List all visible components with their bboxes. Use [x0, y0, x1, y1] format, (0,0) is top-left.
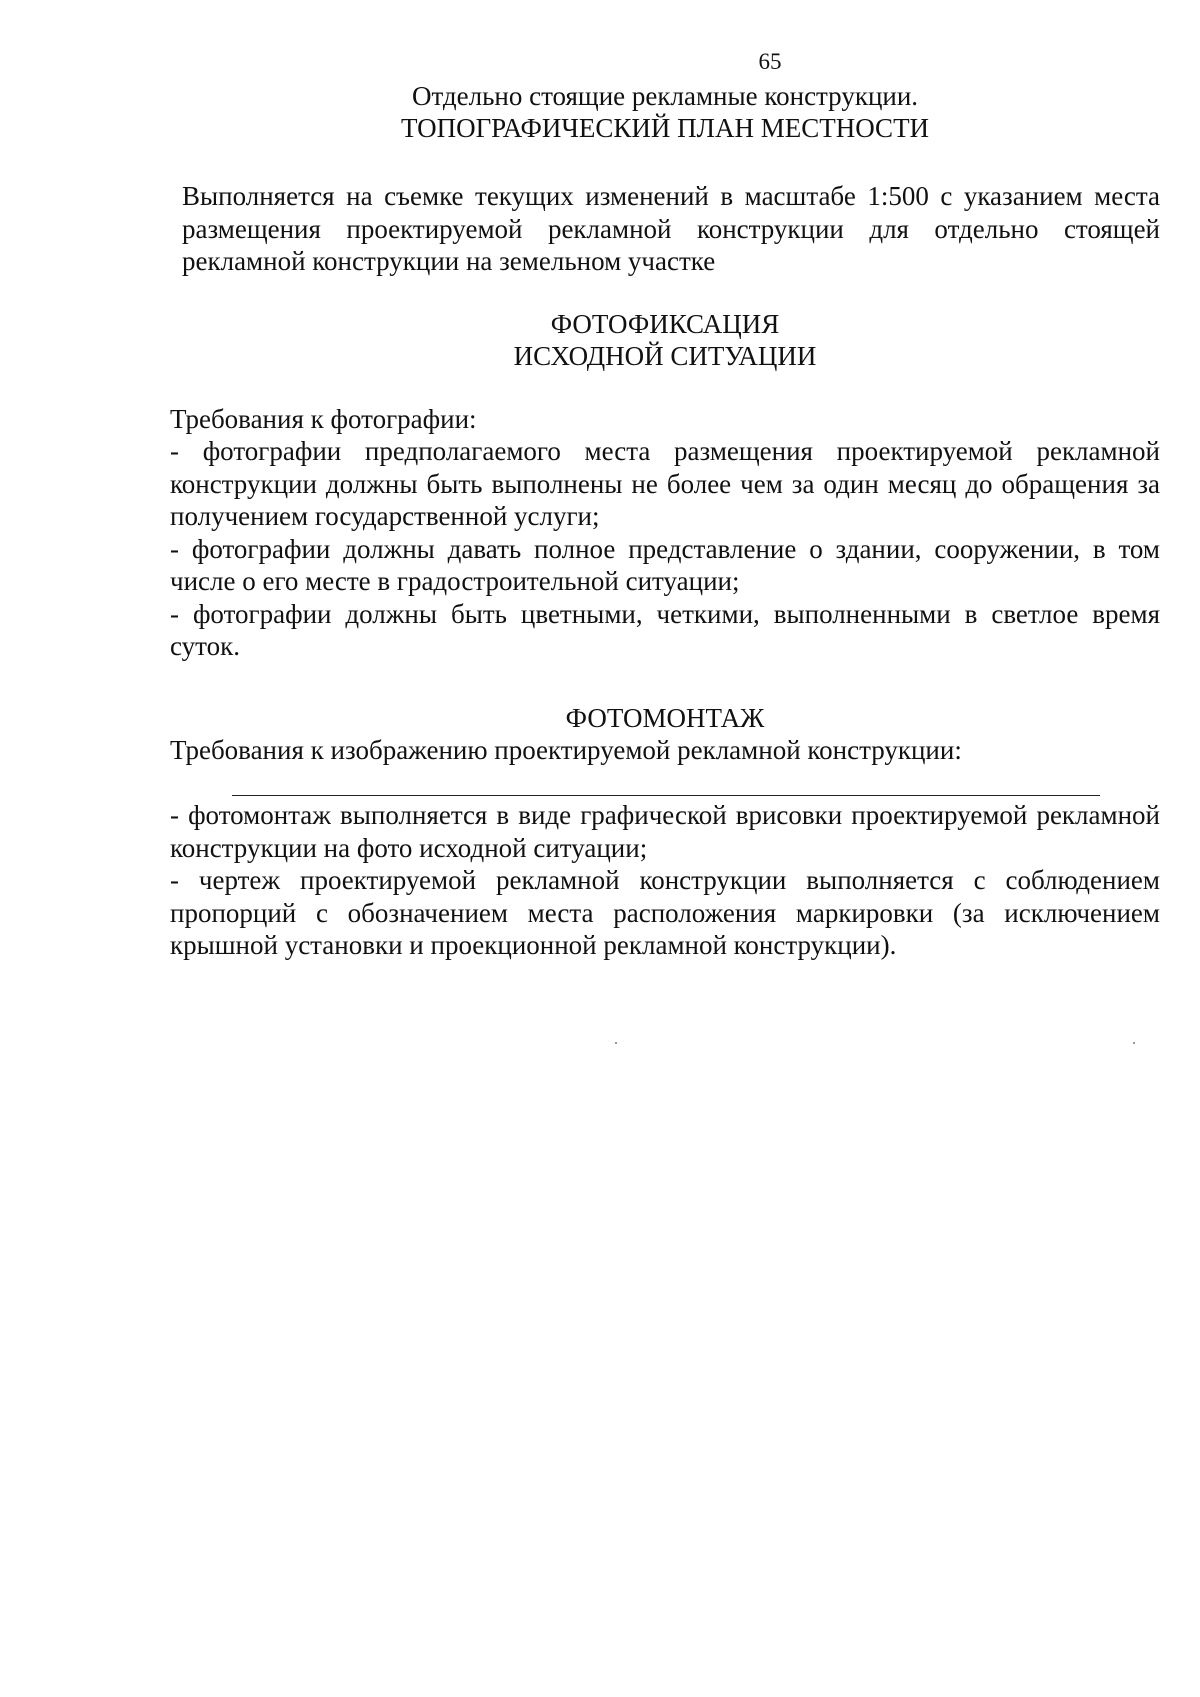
photo-requirements-intro: Требования к фотографии: — [170, 404, 477, 434]
topographic-plan-text — [182, 180, 1160, 278]
photomontage-block — [170, 702, 1160, 766]
photo-fixation-requirements — [170, 403, 1160, 663]
header-block — [170, 80, 1160, 144]
list-item: - фотомонтаж выполняется в виде графической врисовки проектируемой рекламной конструкции на фото исходной ситуации; — [170, 800, 1160, 863]
section-heading-photomontage: ФОТОМОНТАЖ — [565, 703, 765, 733]
page-number: 65 — [758, 49, 782, 74]
list-item: - фотографии должны давать полное представление о здании, сооружении, в том числе о его месте в градостроительной ситуации; — [170, 533, 1160, 596]
horizontal-rule — [232, 795, 1100, 796]
scan-speck — [1133, 1042, 1135, 1044]
section-heading-topographic-plan: ТОПОГРАФИЧЕСКИЙ ПЛАН МЕСТНОСТИ — [400, 113, 930, 143]
photo-fixation-heading — [170, 308, 1160, 372]
section-heading-photo-fixation-line1: ФОТОФИКСАЦИЯ — [550, 309, 780, 339]
topographic-plan-paragraph: Выполняется на съемке текущих изменений в масштабе 1:500 с указанием места размещения проектируемой рекламной конструкции для отдельно стоящей рекламной конструкции на земельном участке — [182, 181, 1160, 276]
photomontage-requirements — [170, 799, 1160, 962]
list-item: - фотографии предполагаемого места размещения проектируемой рекламной конструкции должны быть выполнены не более чем за один месяц до обращения за получением государственной услуги; — [170, 436, 1160, 531]
scan-speck — [615, 1042, 617, 1044]
list-item: - фотографии должны быть цветными, четкими, выполненными в светлое время суток. — [170, 598, 1160, 661]
list-item: - чертеж проектируемой рекламной конструкции выполняется с соблюдением пропорций с обозначением места расположения маркировки (за исключением крышной установки и проекционной рекламной конструкции). — [170, 865, 1160, 960]
photomontage-requirements-intro: Требования к изображению проектируемой рекламной конструкции: — [170, 735, 962, 765]
section-heading-photo-fixation-line2: ИСХОДНОЙ СИТУАЦИИ — [513, 341, 817, 371]
document-subtitle: Отдельно стоящие рекламные конструкции. — [411, 81, 919, 111]
